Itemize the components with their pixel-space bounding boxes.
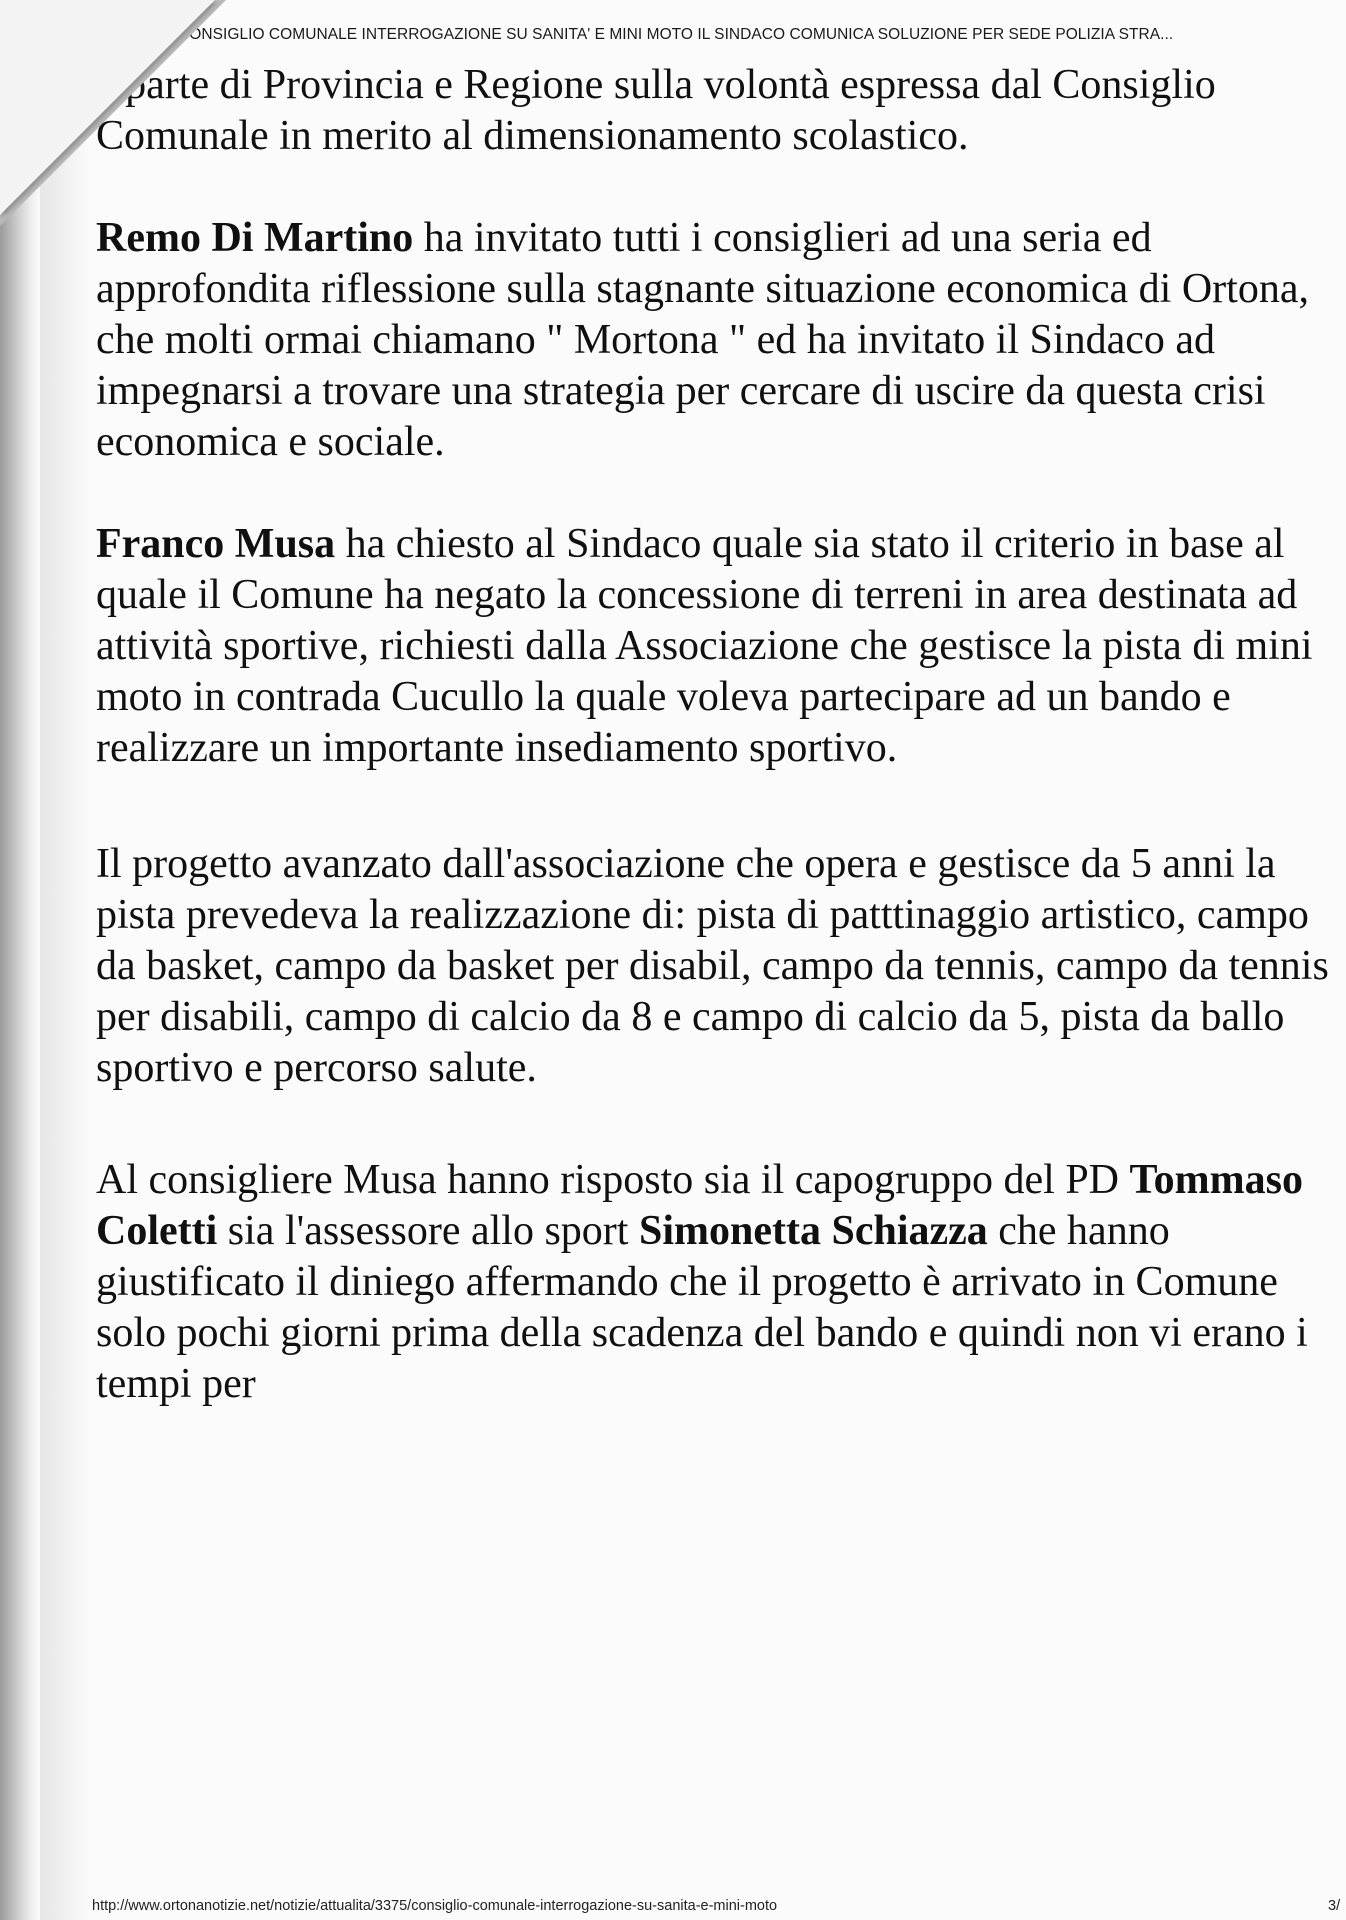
article-body [96, 60, 1336, 1410]
speaker-name: Simonetta Schiazza [638, 1208, 988, 1254]
footer-page-number: 3/ [1328, 1898, 1341, 1914]
paragraph-2 [96, 213, 1336, 468]
scanner-shadow-soft [40, 0, 90, 1920]
footer-url: http://www.ortonanotizie.net/notizie/attualita/3375/consiglio-comunale-interrogazione-su-sanita-e-mini-moto [92, 1898, 778, 1914]
speaker-name: Tommaso Coletti [96, 1157, 1303, 1254]
paragraph-text: ha invitato tutti i consiglieri ad una seria ed approfondita riflessione sulla stagnante situazione economica di Ortona, che molti ormai chiamano " Mortona " ed ha invitato il Sindaco ad impegnarsi a trovare una strategia per cercare di uscire da questa crisi economica e sociale. [96, 215, 1309, 465]
paragraph-text: Al consigliere Musa hanno risposto sia il capogruppo del PD [96, 1157, 1130, 1203]
scanner-shadow [0, 0, 40, 1920]
paragraph-text: ha chiesto al Sindaco quale sia stato il criterio in base al quale il Comune ha negato la concessione di terreni in area destinata ad attività sportive, richiesti dalla Associazione che gestisce la pista di mini moto in contrada Cucullo la quale voleva partecipare ad un bando e realizzare un importante insediamento sportivo. [96, 521, 1313, 771]
paragraph-text: sia l'assessore allo sport [217, 1208, 639, 1254]
paragraph-3 [96, 519, 1336, 774]
paragraph-4: Il progetto avanzato dall'associazione che opera e gestisce da 5 anni la pista prevedeva la realizzazione di: pista di patttinaggio artistico, campo da basket, campo da basket per disabil, campo da tennis, campo da tennis per disabili, campo di calcio da 8 e campo di calcio da 5, pista da ballo sportivo e percorso salute. [96, 841, 1329, 1091]
paragraph-1: a parte di Provincia e Regione sulla volontà espressa dal Consiglio Comunale in merito al dimensionamento scolastico. [96, 62, 1216, 159]
folded-corner [0, 0, 215, 215]
speaker-name: Remo Di Martino [96, 215, 414, 261]
paragraph-text: che hanno giustificato il diniego affermando che il progetto è arrivato in Comune solo pochi giorni prima della scadenza del bando e quindi non vi erano i tempi per [96, 1208, 1308, 1407]
page-header-title: CONSIGLIO COMUNALE INTERROGAZIONE SU SANITA' E MINI MOTO IL SINDACO COMUNICA SOLUZIONE PER SEDE POLIZIA STRA... [178, 26, 1174, 43]
paragraph-5 [96, 1155, 1336, 1410]
speaker-name: Franco Musa [96, 521, 336, 567]
